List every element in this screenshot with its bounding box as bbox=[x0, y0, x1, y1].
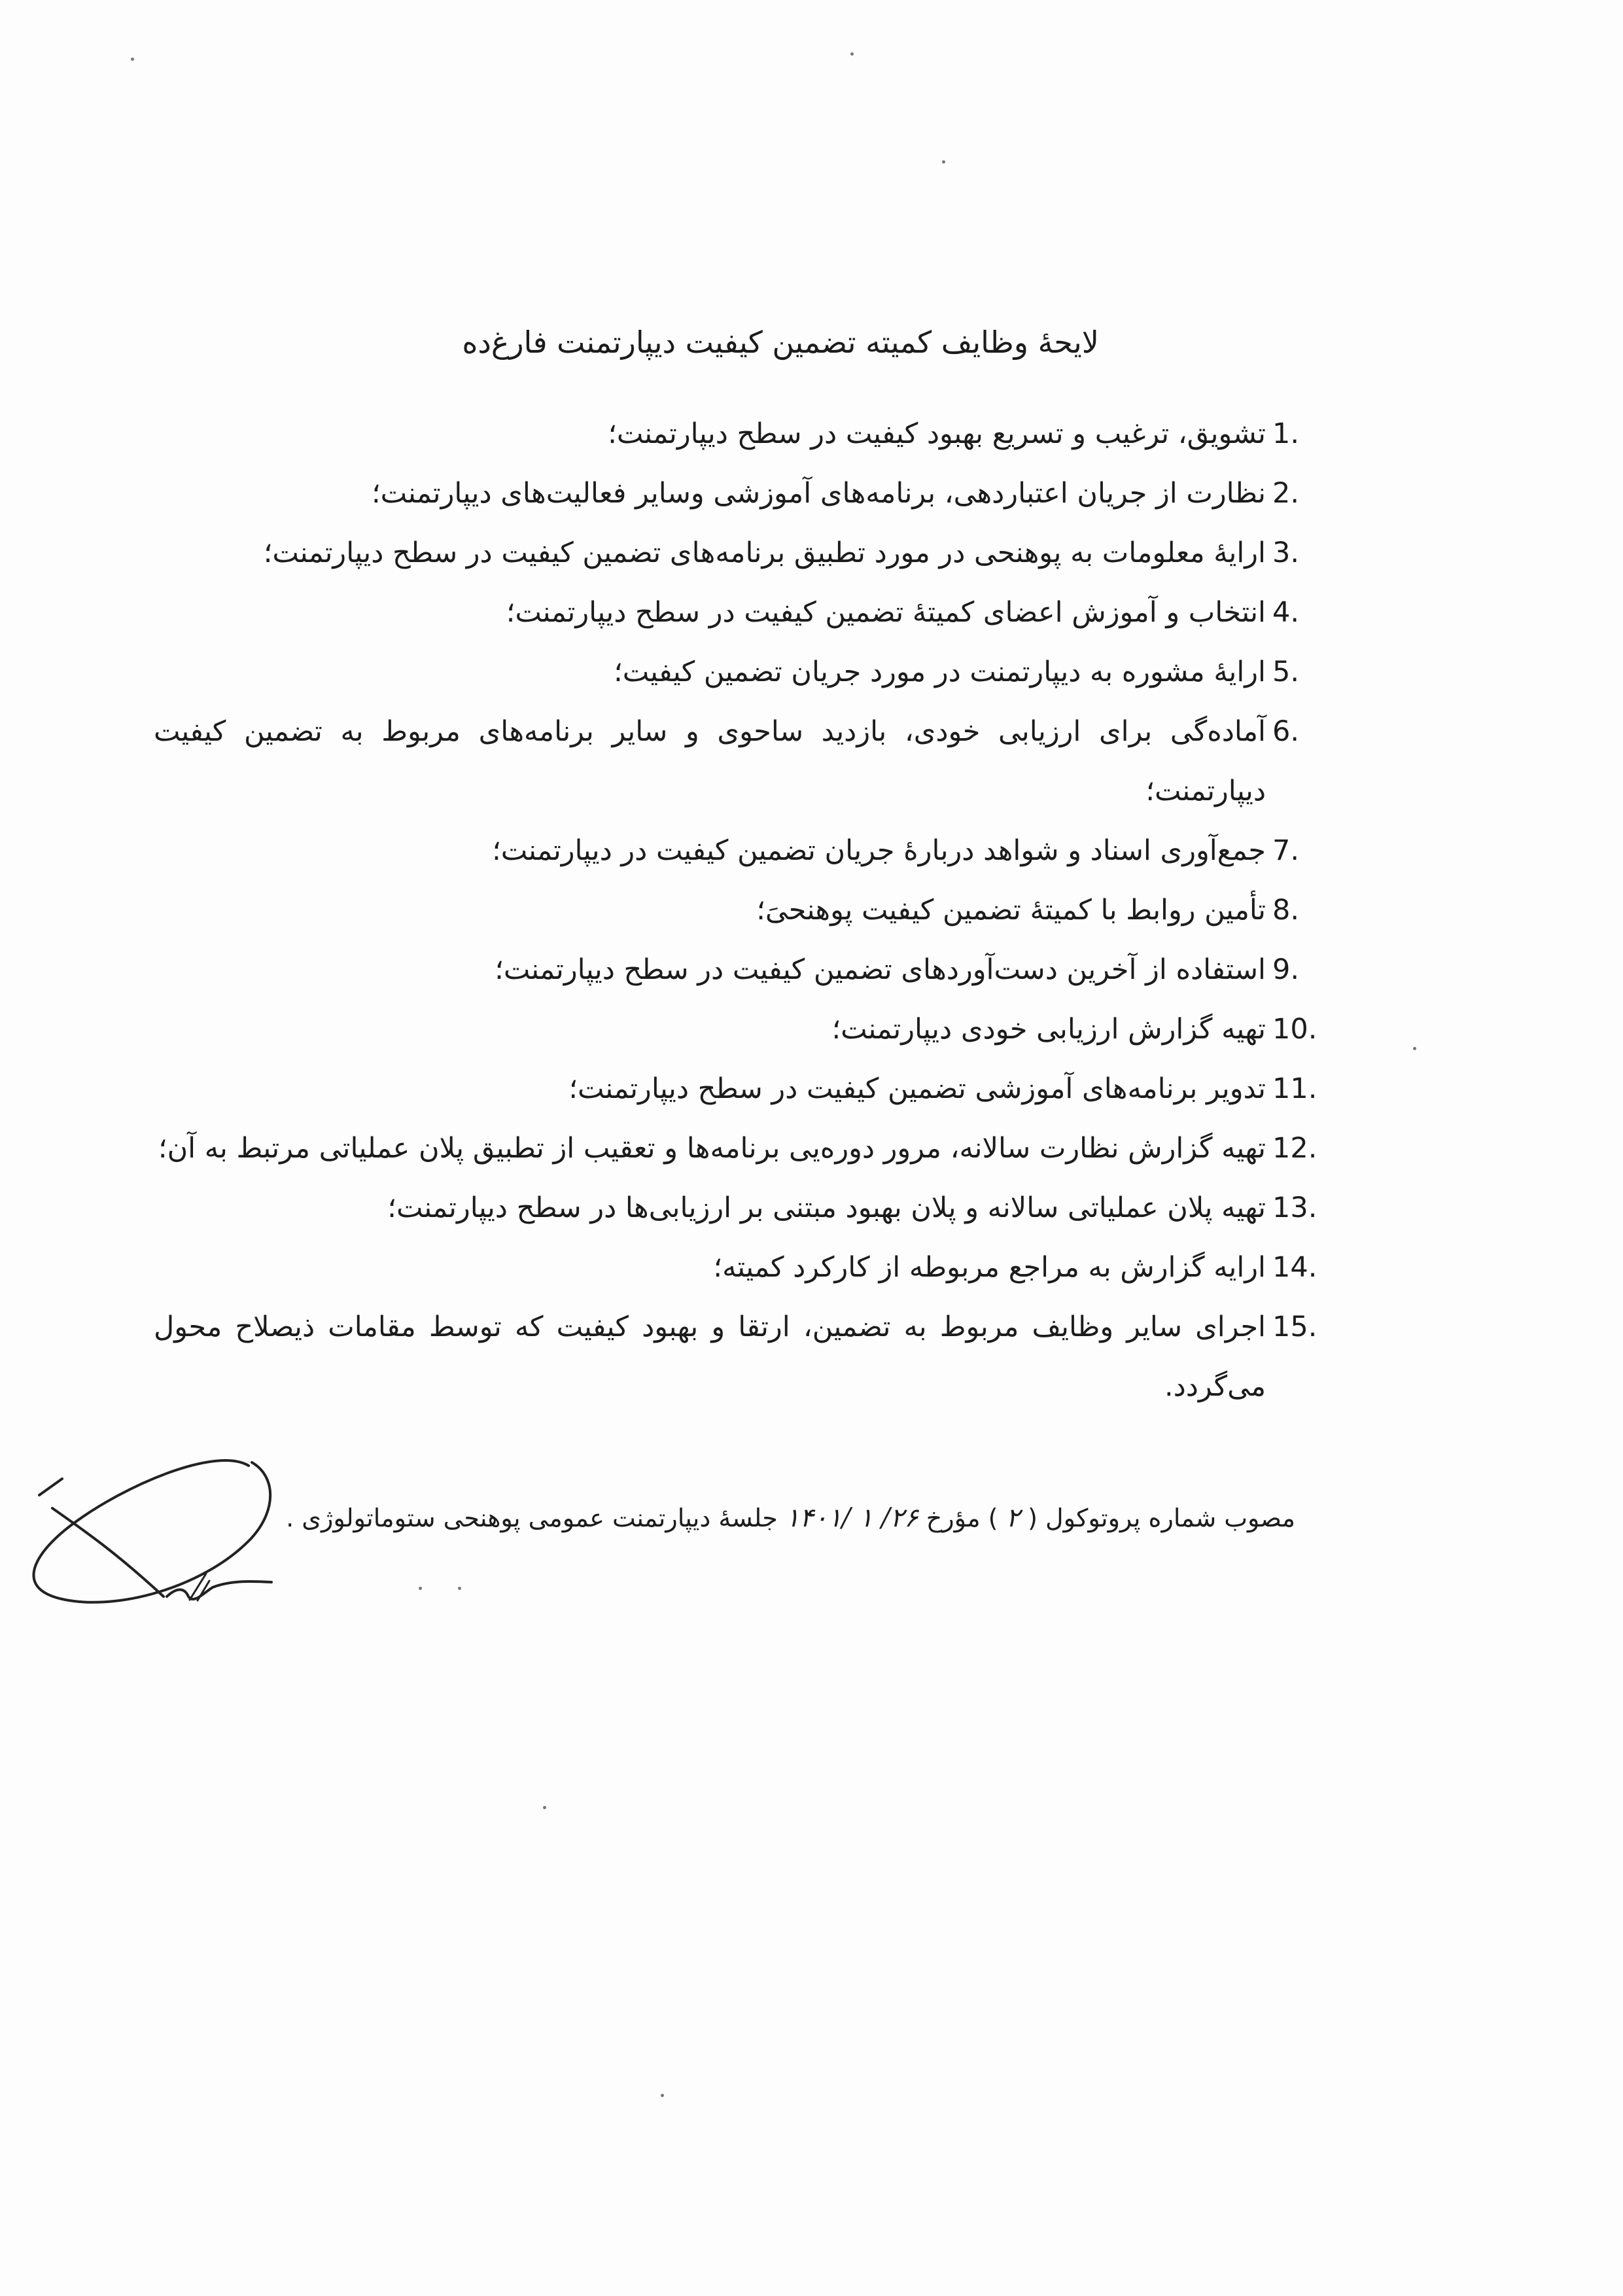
item-text: ارایۀ معلومات به پوهنحی در مورد تطبیق برنامه‌های تضمین کیفیت در سطح دیپارتمنت؛ bbox=[263, 537, 1266, 569]
approval-line bbox=[275, 1498, 1295, 1538]
item-text: تشویق، ترغیب و تسریع بهبود کیفیت در سطح دیپارتمنت؛ bbox=[608, 417, 1266, 450]
item-text: تدویر برنامه‌های آموزشی تضمین کیفیت در سطح دیپارتمنت؛ bbox=[568, 1072, 1266, 1105]
item-number: 8. bbox=[1272, 894, 1300, 927]
item-number: 11. bbox=[1272, 1072, 1318, 1105]
list-item bbox=[154, 1119, 1325, 1178]
list-item bbox=[154, 881, 1325, 940]
item-number: 4. bbox=[1272, 596, 1300, 629]
list-item bbox=[154, 940, 1325, 1000]
item-text: تهیه گزارش نظارت سالانه، مرور دوره‌یی برنامه‌ها و تعقیب از تطبیق پلان عملیاتی مرتبط به آن؛ bbox=[158, 1132, 1266, 1165]
list-item bbox=[154, 1059, 1325, 1119]
signature-icon bbox=[13, 1433, 288, 1616]
item-number: 9. bbox=[1272, 953, 1300, 986]
scan-speck bbox=[850, 52, 854, 56]
item-text: تهیه گزارش ارزیابی خودی دیپارتمنت؛ bbox=[831, 1013, 1266, 1046]
item-number: 10. bbox=[1272, 1013, 1318, 1046]
approval-date: ۲۶/ ۱ /۱۴۰۱ bbox=[785, 1503, 918, 1533]
item-text: اجرای سایر وظایف مربوط به تضمین، ارتقا و بهبود کیفیت که توسط مقامات ذیصلاح محول می‌گردد. bbox=[154, 1311, 1266, 1403]
list-item bbox=[154, 643, 1325, 702]
item-text: نظارت از جریان اعتباردهی، برنامه‌های آموزشی وسایر فعالیت‌های دیپارتمنت؛ bbox=[371, 477, 1266, 510]
item-number: 6. bbox=[1272, 715, 1300, 748]
scan-speck bbox=[131, 58, 134, 61]
approval-prefix: مصوب شماره پروتوکول ( bbox=[1028, 1504, 1295, 1532]
item-number: 12. bbox=[1272, 1132, 1318, 1165]
scan-speck bbox=[543, 1806, 546, 1809]
list-item bbox=[154, 1298, 1325, 1417]
scan-speck bbox=[419, 1587, 422, 1590]
list-item bbox=[154, 821, 1325, 881]
approval-middle: ) مؤرخ bbox=[926, 1504, 998, 1532]
protocol-number: ۲ bbox=[1005, 1503, 1021, 1533]
list-item bbox=[154, 404, 1325, 464]
item-number: 1. bbox=[1272, 417, 1300, 450]
scan-speck bbox=[1413, 1047, 1416, 1050]
item-number: 2. bbox=[1272, 477, 1300, 510]
item-text: ارایه گزارش به مراجع مربوطه از کارکرد کمیته؛ bbox=[713, 1251, 1266, 1284]
item-number: 7. bbox=[1272, 834, 1300, 867]
item-number: 15. bbox=[1272, 1311, 1318, 1343]
list-item bbox=[154, 1000, 1325, 1059]
item-number: 5. bbox=[1272, 656, 1300, 688]
scan-speck bbox=[458, 1587, 461, 1590]
item-text: انتخاب و آموزش اعضای کمیتۀ تضمین کیفیت در سطح دیپارتمنت؛ bbox=[506, 596, 1266, 629]
document-title: لایحۀ وظایف کمیته تضمین کیفیت دیپارتمنت فارغ‌ده bbox=[462, 325, 1099, 360]
list-item bbox=[154, 583, 1325, 643]
duties-list bbox=[154, 404, 1325, 1417]
approval-suffix: جلسۀ دیپارتمنت عمومی پوهنحی ستوماتولوژی . bbox=[286, 1504, 778, 1532]
list-item bbox=[154, 1178, 1325, 1238]
item-number: 13. bbox=[1272, 1192, 1318, 1224]
item-text: آماده‌گی برای ارزیابی خودی، بازدید ساحوی و سایر برنامه‌های مربوط به تضمین کیفیت دیپارتمنت؛ bbox=[154, 715, 1266, 807]
item-text: تهیه پلان عملیاتی سالانه و پلان بهبود مبتنی بر ارزیابی‌ها در سطح دیپارتمنت؛ bbox=[387, 1192, 1266, 1224]
item-text: ارایۀ مشوره به دیپارتمنت در مورد جریان تضمین کیفیت؛ bbox=[614, 656, 1266, 688]
item-text: استفاده از آخرین دست‌آوردهای تضمین کیفیت در سطح دیپارتمنت؛ bbox=[495, 953, 1266, 986]
list-item bbox=[154, 1238, 1325, 1298]
item-number: 14. bbox=[1272, 1251, 1318, 1284]
scan-speck bbox=[942, 160, 945, 164]
list-item bbox=[154, 523, 1325, 583]
item-text: تأمین روابط با کمیتۀ تضمین کیفیت پوهنحیَ؛ bbox=[756, 894, 1266, 927]
item-number: 3. bbox=[1272, 537, 1300, 569]
item-text: جمع‌آوری اسناد و شواهد دربارۀ جریان تضمین کیفیت در دیپارتمنت؛ bbox=[492, 834, 1266, 867]
scan-speck bbox=[661, 2094, 664, 2097]
list-item bbox=[154, 464, 1325, 523]
list-item bbox=[154, 702, 1325, 821]
